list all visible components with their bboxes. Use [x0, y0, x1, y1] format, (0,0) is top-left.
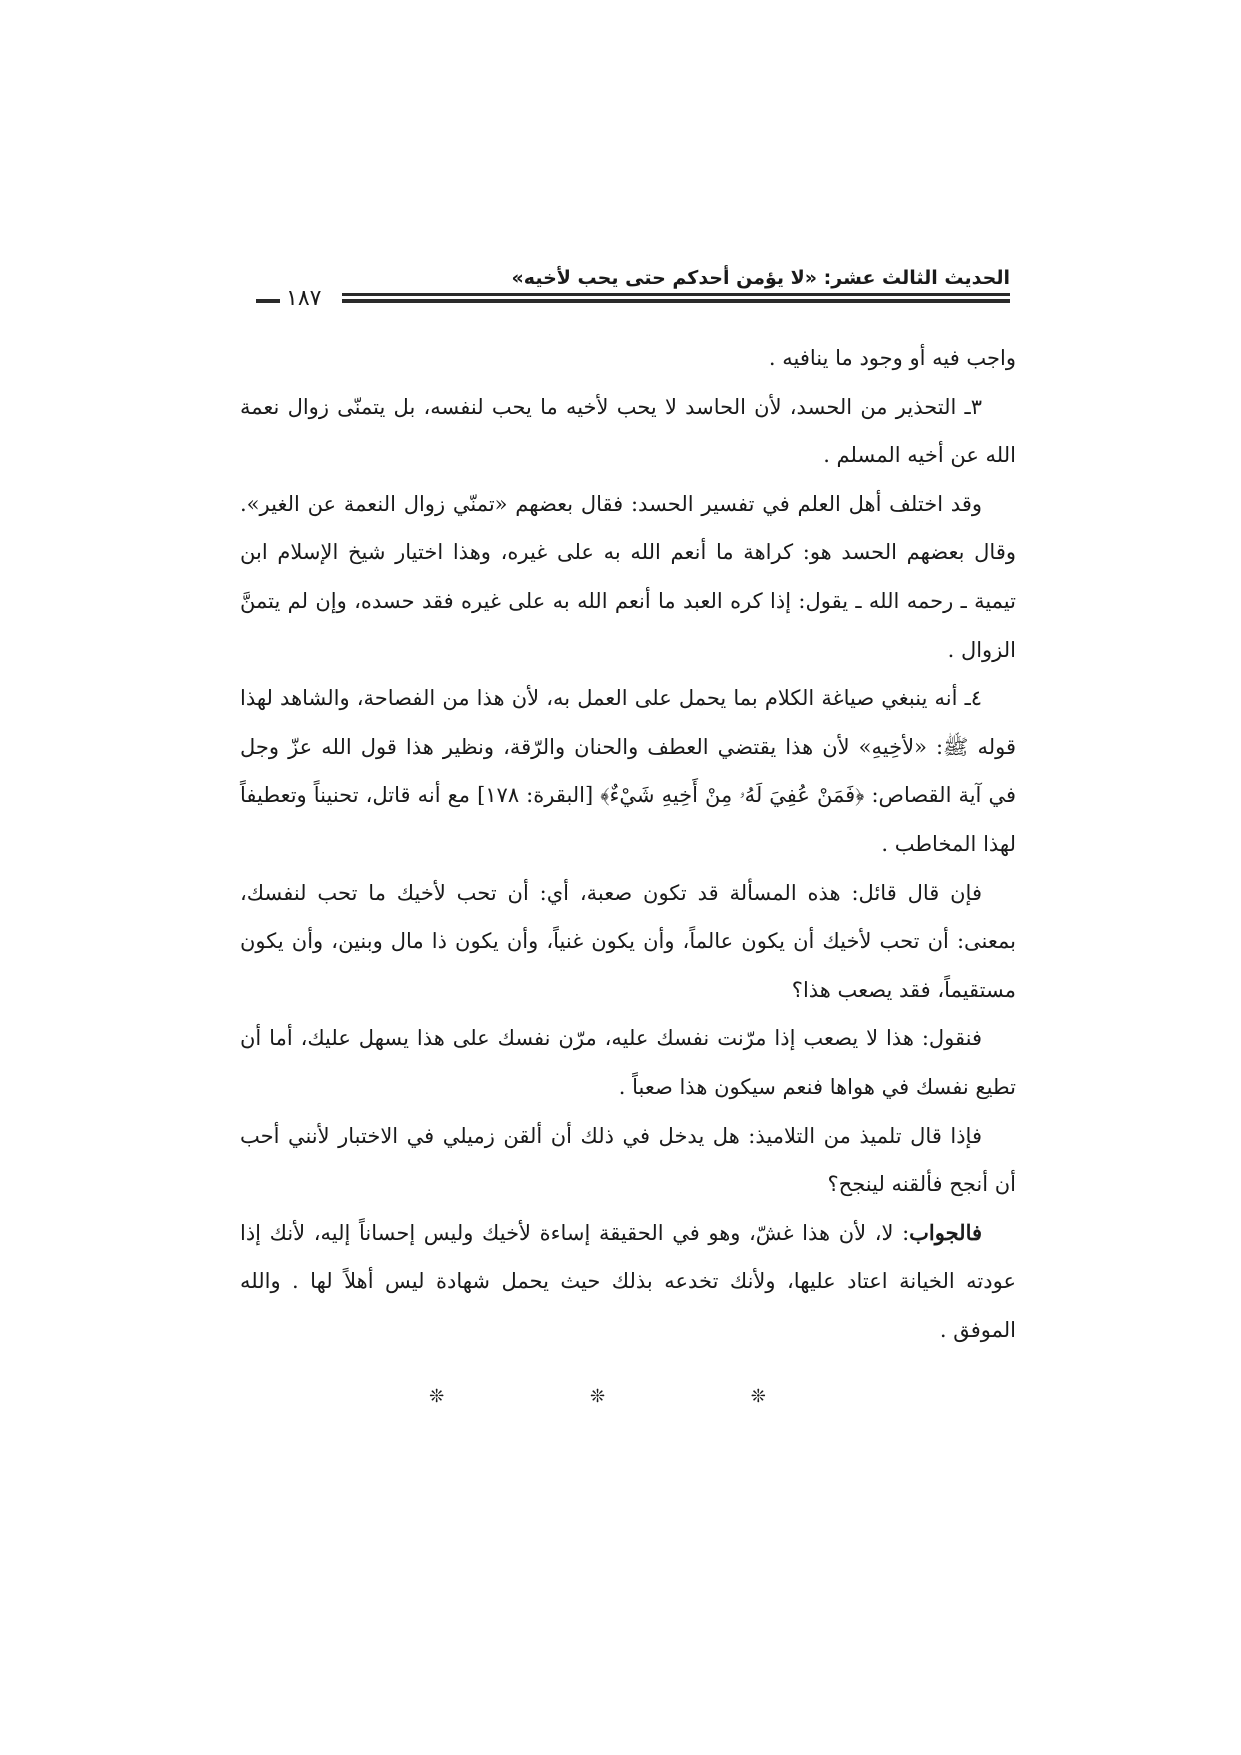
- paragraph-continuation: واجب فيه أو وجود ما ينافيه .: [768, 346, 1016, 370]
- answer-lead-word: فالجواب: [909, 1219, 982, 1245]
- header-rule-bottom: [342, 299, 1010, 303]
- header-rule-top: [342, 293, 1010, 296]
- answer-text: : لا، لأن هذا غشّ، وهو في الحقيقة إساءة لأخيك وليس إحساناً إليه، لأنك إذا عودته الخيانة اعتاد عليها، ولأنك تخدعه بذلك حيث يحمل شهادة ليس أهلاً لها . والله الموفق .: [240, 1220, 1016, 1342]
- paragraph-point-4: ٤ـ أنه ينبغي صياغة الكلام بما يحمل على العمل به، لأن هذا من الفصاحة، والشاهد لهذا قوله ﷺ: «لأخِيهِ» لأن هذا يقتضي العطف والحنان والرّقة، ونظير هذا قول الله عزّ وجل في آية القصاص: ﴿فَمَنْ عُفِيَ لَهُۥ مِنْ أَخِيهِ شَيْءٌ﴾ [البقرة: ١٧٨] مع أنه قاتل، تحنيناً وتعطيفاً لهذا المخاطب .: [240, 686, 1016, 856]
- page-number: ١٨٧: [286, 286, 322, 311]
- ornament-star: ❊: [750, 1386, 812, 1407]
- chapter-title: الحديث الثالث عشر: «لا يؤمن أحدكم حتى يحب لأخيه»: [511, 267, 1010, 289]
- paragraph-answer: [240, 1209, 1016, 1355]
- running-header: [256, 266, 1010, 316]
- body-text: [240, 334, 1016, 1354]
- paragraph-reply: فنقول: هذا لا يصعب إذا مرّنت نفسك عليه، مرّن نفسك على هذا يسهل عليك، أما أن تطيع نفسك في هواها فنعم سيكون هذا صعباً .: [240, 1026, 1016, 1099]
- ornament-star: ❊: [429, 1386, 491, 1407]
- section-end-ornament: [0, 1386, 1241, 1407]
- paragraph-student-question: فإذا قال تلميذ من التلاميذ: هل يدخل في ذلك أن ألقن زميلي في الاختبار لأنني أحب أن أنجح فألقنه لينجح؟: [240, 1123, 1016, 1197]
- ornament-star: ❊: [589, 1386, 652, 1407]
- paragraph-point-3: ٣ـ التحذير من الحسد، لأن الحاسد لا يحب لأخيه ما يحب لنفسه، بل يتمنّى زوال نعمة الله عن أخيه المسلم .: [240, 394, 1016, 468]
- paragraph-envy-definition: وقد اختلف أهل العلم في تفسير الحسد: فقال بعضهم «تمنّي زوال النعمة عن الغير». وقال بعضهم الحسد هو: كراهة ما أنعم الله به على غيره، وهذا اختيار شيخ الإسلام ابن تيمية ـ رحمه الله ـ يقول: إذا كره العبد ما أنعم الله به على غيره فقد حسده، وإن لم يتمنَّ الزوال .: [240, 491, 1016, 662]
- header-rule-stub: [256, 299, 280, 303]
- paragraph-objection: فإن قال قائل: هذه المسألة قد تكون صعبة، أي: أن تحب لأخيك ما تحب لنفسك، بمعنى: أن تحب لأخيك أن يكون عالماً، وأن يكون غنياً، وأن يكون ذا مال وبنين، وأن يكون مستقيماً، فقد يصعب هذا؟: [240, 880, 1016, 1002]
